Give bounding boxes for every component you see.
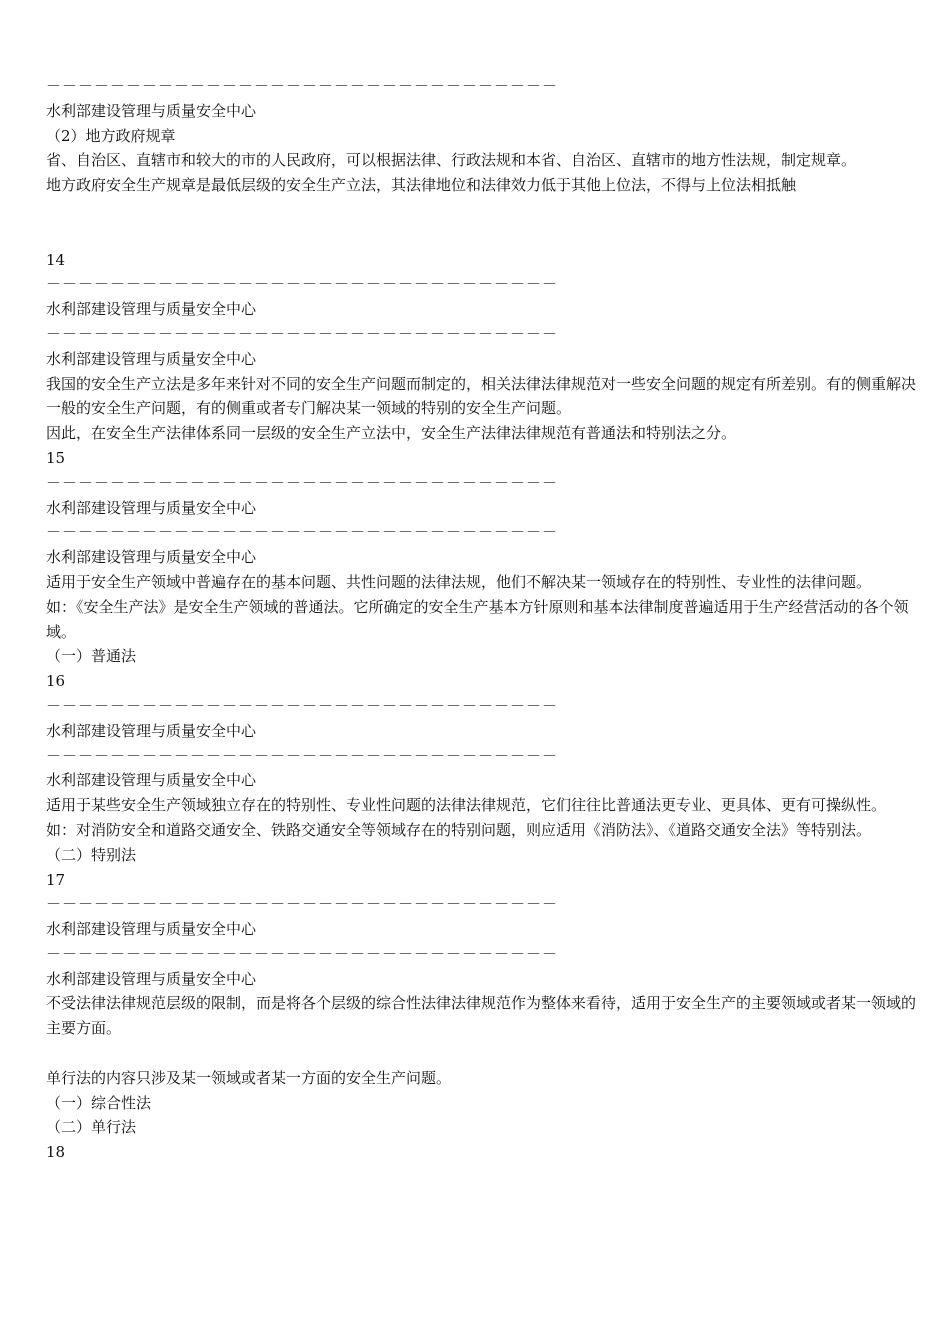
header-text: 水利部建设管理与质量安全中心	[46, 771, 257, 790]
header-text: 水利部建设管理与质量安全中心	[46, 548, 257, 567]
paragraph: 如：《安全生产法》是安全生产领域的普通法。它所确定的安全生产基本方针原则和基本法律制度普遍适用于生产经营活动的各个领域。	[46, 597, 909, 641]
separator-rule: －－－－－－－－－－－－－－－－－－－－－－－－－－－－－－－－	[46, 895, 559, 914]
separator-rule: －－－－－－－－－－－－－－－－－－－－－－－－－－－－－－－－	[46, 473, 559, 492]
header-text: 水利部建设管理与质量安全中心	[46, 969, 257, 988]
section-title: （二）单行法	[46, 1118, 137, 1137]
separator-rule: －－－－－－－－－－－－－－－－－－－－－－－－－－－－－－－－	[46, 944, 559, 963]
paragraph: 适用于某些安全生产领域独立存在的特别性、专业性问题的法律法律规范，它们往往比普通法更专业、更具体、更有可操纵性。	[46, 796, 887, 815]
separator-rule: －－－－－－－－－－－－－－－－－－－－－－－－－－－－－－－－	[46, 523, 559, 542]
page-number: 14	[46, 250, 66, 269]
header-text: 水利部建设管理与质量安全中心	[46, 300, 257, 319]
page-number: 16	[46, 672, 66, 691]
header-text: 水利部建设管理与质量安全中心	[46, 101, 257, 120]
separator-rule: －－－－－－－－－－－－－－－－－－－－－－－－－－－－－－－－	[46, 77, 559, 95]
paragraph: 省、自治区、直辖市和较大的市的人民政府，可以根据法律、行政法规和本省、自治区、直辖市的地方性法规，制定规章。	[46, 151, 857, 170]
header-text: 水利部建设管理与质量安全中心	[46, 920, 257, 939]
page-number: 17	[46, 870, 66, 889]
section-title: （2）地方政府规章	[46, 126, 176, 145]
separator-rule: －－－－－－－－－－－－－－－－－－－－－－－－－－－－－－－－	[46, 696, 559, 715]
header-text: 水利部建设管理与质量安全中心	[46, 349, 257, 368]
document-body	[46, 74, 916, 1165]
paragraph: 适用于安全生产领域中普遍存在的基本问题、共性问题的法律法规，他们不解决某一领域存在的特别性、专业性的法律问题。	[46, 572, 872, 591]
header-text: 水利部建设管理与质量安全中心	[46, 498, 257, 517]
section-title: （一）综合性法	[46, 1093, 152, 1112]
paragraph: 单行法的内容只涉及某一领域或者某一方面的安全生产问题。	[46, 1068, 452, 1087]
separator-rule: －－－－－－－－－－－－－－－－－－－－－－－－－－－－－－－－	[46, 275, 559, 294]
separator-rule: －－－－－－－－－－－－－－－－－－－－－－－－－－－－－－－－	[46, 746, 559, 765]
page-number: 18	[46, 1143, 66, 1162]
page-number: 15	[46, 448, 66, 467]
paragraph: 如：对消防安全和道路交通安全、铁路交通安全等领域存在的特别问题，则应适用《消防法》、《道路交通安全法》等特别法。	[46, 820, 872, 839]
paragraph: 地方政府安全生产规章是最低层级的安全生产立法，其法律地位和法律效力低于其他上位法，不得与上位法相抵触	[46, 176, 797, 195]
section-title: （一）普通法	[46, 647, 137, 666]
paragraph: 因此，在安全生产法律体系同一层级的安全生产立法中，安全生产法律法律规范有普通法和特别法之分。	[46, 424, 737, 443]
paragraph: 不受法律法律规范层级的限制，而是将各个层级的综合性法律法律规范作为整体来看待，适用于安全生产的主要领域或者某一领域的主要方面。	[46, 994, 917, 1038]
section-title: （二）特别法	[46, 845, 137, 864]
separator-rule: －－－－－－－－－－－－－－－－－－－－－－－－－－－－－－－－	[46, 324, 559, 343]
paragraph: 我国的安全生产立法是多年来针对不同的安全生产问题而制定的，相关法律法律规范对一些安全问题的规定有所差别。有的侧重解决一般的安全生产问题，有的侧重或者专门解决某一领域的特别的安全生产问题。	[46, 374, 917, 418]
header-text: 水利部建设管理与质量安全中心	[46, 721, 257, 740]
